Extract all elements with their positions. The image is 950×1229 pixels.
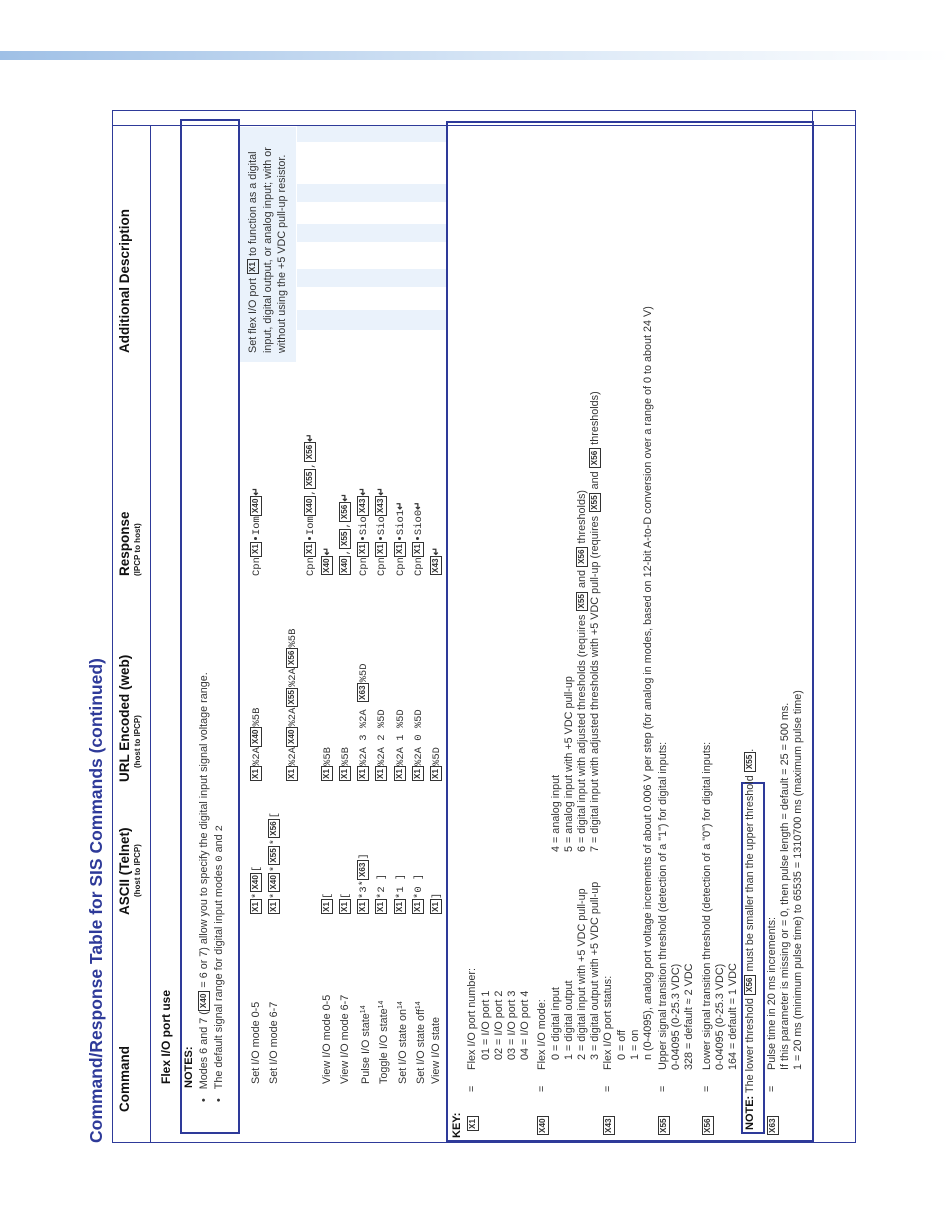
space-dot <box>379 537 382 540</box>
token-text: [ <box>322 892 334 899</box>
space-dot <box>254 537 257 540</box>
response-text: Sio0 <box>413 509 425 536</box>
var-box: X55 <box>576 592 588 612</box>
description-line-1: Set flex I/O port X1 to function as a digital <box>247 151 259 353</box>
var-box: X55 <box>744 752 756 772</box>
key-text: 7 = digital input with adjusted thresholds with +5 VDC pull-up (requires <box>589 512 601 852</box>
row-command-text: Pulse I/O state <box>360 1013 372 1084</box>
var-box: X1 <box>412 542 424 557</box>
var-box: X1 <box>286 766 298 781</box>
var-box: X40 <box>198 991 210 1011</box>
notes-title: NOTES: <box>183 1046 195 1088</box>
space-dot <box>416 537 419 540</box>
row-response <box>321 547 334 576</box>
key-line: 3 = digital output with +5 VDC pull-up <box>589 881 601 1060</box>
key-line: n (0-4095), analog port voltage increments of about 0.006 V per step (for analog in modes, based on 12-bit A-to-D conversion over a range of 0 to about 24 V) <box>642 306 654 1060</box>
key-line: 1 = on <box>629 1029 641 1060</box>
var-box: X1 <box>375 542 387 557</box>
key-line: 02 = I/O port 2 <box>493 990 505 1060</box>
row-url <box>394 709 408 782</box>
token-text: [ <box>251 865 263 873</box>
var-box: X1 <box>430 766 442 781</box>
row-stripe <box>297 126 447 142</box>
token-text: %5B <box>322 747 334 766</box>
token-text: %2A <box>287 668 299 688</box>
return-icon: ↵ <box>340 493 351 502</box>
key-text: thresholds) <box>576 490 588 547</box>
var-box: X1 <box>250 899 262 914</box>
var-box: X56 <box>576 547 588 567</box>
row-response <box>394 501 408 576</box>
key-equals: = <box>701 1085 713 1092</box>
footnote-mark: 14 <box>360 1005 367 1014</box>
var-box: X1 <box>247 259 259 274</box>
var-box: X1 <box>250 766 262 781</box>
response-text: , <box>340 522 352 529</box>
response-text: Cpn <box>376 557 388 576</box>
token-text: [ <box>269 812 281 819</box>
row-stripe <box>297 224 447 242</box>
var-box: X1 <box>304 542 316 557</box>
var-box: X40 <box>286 727 298 747</box>
row-ascii <box>394 874 408 915</box>
var-box: X1 <box>339 899 351 914</box>
var-box: X1 <box>339 766 351 781</box>
row-ascii <box>357 853 371 915</box>
var-box: X55 <box>268 846 280 866</box>
key-line <box>550 775 563 852</box>
var-box: X1 <box>394 899 406 914</box>
key-line: Pulse time in 20 ms increments: <box>766 916 778 1070</box>
command-table <box>112 110 856 1143</box>
row-ascii <box>250 866 264 915</box>
return-icon: ↵ <box>413 501 424 510</box>
token-text: %5B <box>251 707 263 727</box>
header-rule <box>150 126 151 1142</box>
token-text: *3* <box>358 880 370 899</box>
key-line: Upper signal transition threshold (detection of a "1") for digital inputs: <box>657 741 669 1070</box>
key-line: Flex I/O mode: <box>536 999 548 1070</box>
var-box: X43 <box>375 496 387 516</box>
key-line: 1 = digital output <box>563 980 575 1060</box>
var-box: X1 <box>321 899 333 914</box>
notes-line-2-a: The default signal range for digital input modes <box>213 861 225 1090</box>
token-text: %5D <box>358 663 370 683</box>
footnote-mark: 14 <box>397 1001 404 1009</box>
return-icon: ↵ <box>251 487 262 496</box>
var-box: X40 <box>339 556 351 576</box>
page-title: Command/Response Table for SIS Commands (continued) <box>86 658 106 1143</box>
key-text: and <box>589 468 601 493</box>
row-command <box>357 1005 373 1084</box>
var-box: X56 <box>744 975 756 995</box>
space-dot <box>398 537 401 540</box>
return-icon: ↵ <box>322 547 333 556</box>
key-var <box>467 1116 480 1132</box>
var-box: X40 <box>250 496 262 516</box>
key-line: Lower signal transition threshold (detection of a "0") for digital inputs: <box>701 741 713 1070</box>
var-box: X40 <box>268 873 280 893</box>
row-url <box>339 747 353 782</box>
var-box: X43 <box>430 556 442 576</box>
header-command: Command <box>117 1045 132 1112</box>
row-command-text: View I/O mode 0-5 <box>321 994 333 1084</box>
token-text: %2A <box>251 747 263 766</box>
response-text: Cpn <box>251 557 263 576</box>
return-icon: ↵ <box>358 487 369 496</box>
token-text: ] <box>358 853 370 860</box>
var-box: X1 <box>357 899 369 914</box>
token-text: %5B <box>340 747 352 766</box>
row-ascii <box>412 874 426 915</box>
var-box: X1 <box>394 766 406 781</box>
rotated-table-document <box>86 110 856 1143</box>
header-description: Additional Description <box>117 208 132 353</box>
token-text: *0 ] <box>413 873 425 899</box>
row-ascii <box>268 812 282 915</box>
row-ascii <box>430 893 444 915</box>
var-box: X40 <box>304 496 316 516</box>
header-url-sub: (host to IPCP) <box>133 715 142 768</box>
var-box: X40 <box>537 1116 549 1136</box>
var-box: X56 <box>589 448 601 468</box>
token-text: *2 ] <box>376 873 388 899</box>
row-response <box>375 487 389 576</box>
row-command-text: View I/O mode 6-7 <box>339 994 351 1084</box>
row-command <box>250 1002 263 1084</box>
row-command <box>412 1001 428 1084</box>
token-text: %2A <box>287 747 299 766</box>
row-url <box>286 629 300 782</box>
row-command-text: Set I/O mode 6-7 <box>268 1001 280 1084</box>
key-line: 0-04095 (0-25.3 VDC) <box>670 963 682 1070</box>
token-text: %2A <box>287 707 299 727</box>
var-box: X1 <box>375 899 387 914</box>
row-stripe <box>297 310 447 330</box>
token-text: %2A 0 %5D <box>413 709 425 766</box>
key-equals: = <box>657 1085 669 1092</box>
token-text: *1 ] <box>395 873 407 899</box>
row-command-text: Set I/O mode 0-5 <box>250 1001 262 1084</box>
token-text: [ <box>340 892 352 899</box>
asterisk: * <box>269 838 281 846</box>
row-url <box>321 747 335 782</box>
key-text: 5 = analog input with +5 VDC pull-up <box>563 676 575 852</box>
notes-line-2: • The default signal range for digital input modes 0 and 2 <box>213 825 226 1102</box>
key-line <box>744 749 757 1130</box>
row-url <box>375 709 389 782</box>
var-box: X43 <box>357 496 369 516</box>
row-command-text: Set I/O state on <box>397 1008 409 1084</box>
row-url <box>412 709 426 782</box>
var-box: X1 <box>268 899 280 914</box>
key-equals: = <box>766 1085 778 1092</box>
key-equals: = <box>466 1085 478 1092</box>
response-text: , <box>305 489 317 496</box>
var-box: X55 <box>304 469 316 489</box>
var-box: X1 <box>412 899 424 914</box>
key-text: . <box>744 748 756 752</box>
key-line: 0 = off <box>616 1029 628 1060</box>
row-command-text: Toggle I/O state <box>378 1008 390 1084</box>
space-dot <box>361 537 364 540</box>
footnote-mark: 14 <box>415 1001 422 1010</box>
notes-line-1-b: = 6 or 7) allow you to specify the digital input signal voltage range. <box>198 672 210 991</box>
response-text: Cpn <box>395 557 407 576</box>
response-text: Cpn <box>305 557 317 576</box>
token-text: %5D <box>431 747 443 766</box>
key-line: 164 = default = 1 VDC <box>727 963 739 1070</box>
notes-line-2-d: 2 <box>214 825 226 832</box>
response-text: Cpn <box>413 557 425 576</box>
var-box: X56 <box>702 1116 714 1136</box>
header-url: URL Encoded (web) <box>117 654 132 782</box>
return-icon: ↵ <box>431 547 442 556</box>
var-box: X63 <box>767 1116 779 1136</box>
var-box: X55 <box>286 688 298 708</box>
key-var <box>603 1115 616 1136</box>
key-line: If this parameter is missing or = 0, then pulse length = default = 25 = 500 ms. <box>779 702 791 1070</box>
var-box: X56 <box>286 648 298 668</box>
notes-line-2-b: 0 <box>214 855 226 862</box>
header-ascii-sub: (host to IPCP) <box>133 844 142 897</box>
var-box: X56 <box>339 502 351 522</box>
header-response-sub: (IPCP to host) <box>133 523 142 576</box>
row-response <box>304 433 318 576</box>
key-equals: = <box>536 1085 548 1092</box>
row-response <box>250 487 264 576</box>
key-text: The lower threshold <box>744 995 756 1093</box>
asterisk: * <box>269 865 281 873</box>
response-text: , <box>340 549 352 556</box>
key-line: Flex I/O port number: <box>466 967 478 1070</box>
token-text: %5B <box>287 628 299 648</box>
key-text: and <box>576 567 588 592</box>
response-text: Sio <box>358 516 370 536</box>
notes-line-2-c: and <box>213 831 225 856</box>
description-line-3: without using the +5 VDC pull-up resistor. <box>276 154 288 353</box>
row-command <box>339 995 352 1084</box>
var-box: X1 <box>375 766 387 781</box>
key-line: KEY: <box>451 1112 463 1138</box>
return-icon: ↵ <box>395 501 406 510</box>
token-text: %2A 2 %5D <box>376 709 388 766</box>
var-box: X1 <box>250 542 262 557</box>
row-ascii <box>321 893 335 915</box>
var-box: X1 <box>357 542 369 557</box>
var-box: X1 <box>412 766 424 781</box>
key-text: 4 = analog input <box>550 774 562 852</box>
key-line <box>576 490 589 852</box>
row-command <box>430 1017 443 1084</box>
row-response <box>339 493 353 576</box>
var-box: X55 <box>589 493 601 513</box>
key-line <box>589 391 602 852</box>
key-line: 2 = digital input with +5 VDC pull-up <box>576 888 588 1060</box>
var-box: X1 <box>357 766 369 781</box>
return-icon: ↵ <box>376 487 387 496</box>
token-text: %2A 1 %5D <box>395 709 407 766</box>
key-line: Flex I/O port status: <box>602 975 614 1070</box>
var-box: X1 <box>430 899 442 914</box>
key-text: 6 = digital input with adjusted thresholds (requires <box>576 611 588 852</box>
key-line <box>563 676 576 852</box>
notes-line-1-a: Modes 6 and 7 ( <box>198 1011 210 1090</box>
key-text: thresholds) <box>589 391 601 448</box>
row-description <box>246 147 290 353</box>
note-space <box>744 1093 756 1096</box>
key-line: 328 = default ≈ 2 VDC <box>683 963 695 1070</box>
var-box: X43 <box>603 1116 615 1136</box>
key-line: 0 = digital input <box>550 987 562 1060</box>
response-text: Sio1 <box>395 509 407 536</box>
row-response <box>412 501 426 576</box>
row-response <box>357 487 371 576</box>
return-icon: ↵ <box>305 433 316 442</box>
header-color-bar <box>0 51 950 60</box>
var-box: X40 <box>250 727 262 747</box>
response-text: Sio <box>376 516 388 536</box>
row-stripe <box>297 184 447 202</box>
key-line: 1 = 20 ms (minimum pulse time) to 65535 = 1310700 ms (maximum pulse time) <box>792 690 804 1070</box>
response-text: , <box>305 462 317 469</box>
row-command-text: View I/O state <box>430 1016 442 1084</box>
note-label: NOTE: <box>744 1095 756 1130</box>
header-ascii: ASCII (Telnet) <box>117 827 132 915</box>
header-response: Response <box>117 511 132 576</box>
asterisk: * <box>269 892 281 899</box>
space-dot <box>308 537 311 540</box>
var-box: X1 <box>467 1116 479 1131</box>
var-box: X1 <box>394 542 406 557</box>
row-command <box>375 1001 391 1084</box>
token-text: %2A 3 %2A <box>358 702 370 766</box>
key-var <box>767 1115 780 1136</box>
footnote-mark: 14 <box>378 1000 385 1009</box>
key-line: 01 = I/O port 1 <box>480 990 492 1060</box>
response-text: Iom <box>251 516 263 536</box>
row-url <box>430 747 444 782</box>
asterisk: * <box>251 892 263 899</box>
var-box: X40 <box>321 556 333 576</box>
key-line: 0-04095 (0-25.3 VDC) <box>714 963 726 1070</box>
row-url <box>357 663 371 782</box>
row-ascii <box>375 874 389 915</box>
var-box: X1 <box>321 766 333 781</box>
key-text: must be smaller than the upper threshold <box>744 772 756 975</box>
key-var <box>702 1115 715 1136</box>
section-title: Flex I/O port use <box>159 989 173 1084</box>
var-box: X56 <box>268 819 280 839</box>
var-box: X56 <box>304 442 316 462</box>
key-line: 04 = I/O port 4 <box>519 990 531 1060</box>
response-text: Cpn <box>358 557 370 576</box>
var-box: X55 <box>658 1116 670 1136</box>
row-command <box>321 995 334 1084</box>
var-box: X40 <box>250 873 262 893</box>
row-response <box>430 547 443 576</box>
row-command <box>268 1002 281 1084</box>
row-command <box>394 1001 410 1084</box>
response-text: Iom <box>305 516 317 536</box>
key-var <box>658 1115 671 1136</box>
token-text: ] <box>431 892 443 899</box>
row-stripe <box>297 269 447 287</box>
var-box: X63 <box>357 860 369 880</box>
key-equals: = <box>602 1085 614 1092</box>
row-url <box>250 708 264 782</box>
var-box: X55 <box>339 529 351 549</box>
var-box: X63 <box>357 683 369 703</box>
key-var <box>537 1115 550 1136</box>
key-line: 03 = I/O port 3 <box>506 990 518 1060</box>
row-command-text: Set I/O state off <box>415 1009 427 1084</box>
description-line-2: input, digital output, or analog input; with or <box>261 147 274 353</box>
notes-line-1: • Modes 6 and 7 (X40 = 6 or 7) allow you to specify the digital input signal voltage range. <box>198 672 210 1102</box>
row-ascii <box>339 893 353 915</box>
